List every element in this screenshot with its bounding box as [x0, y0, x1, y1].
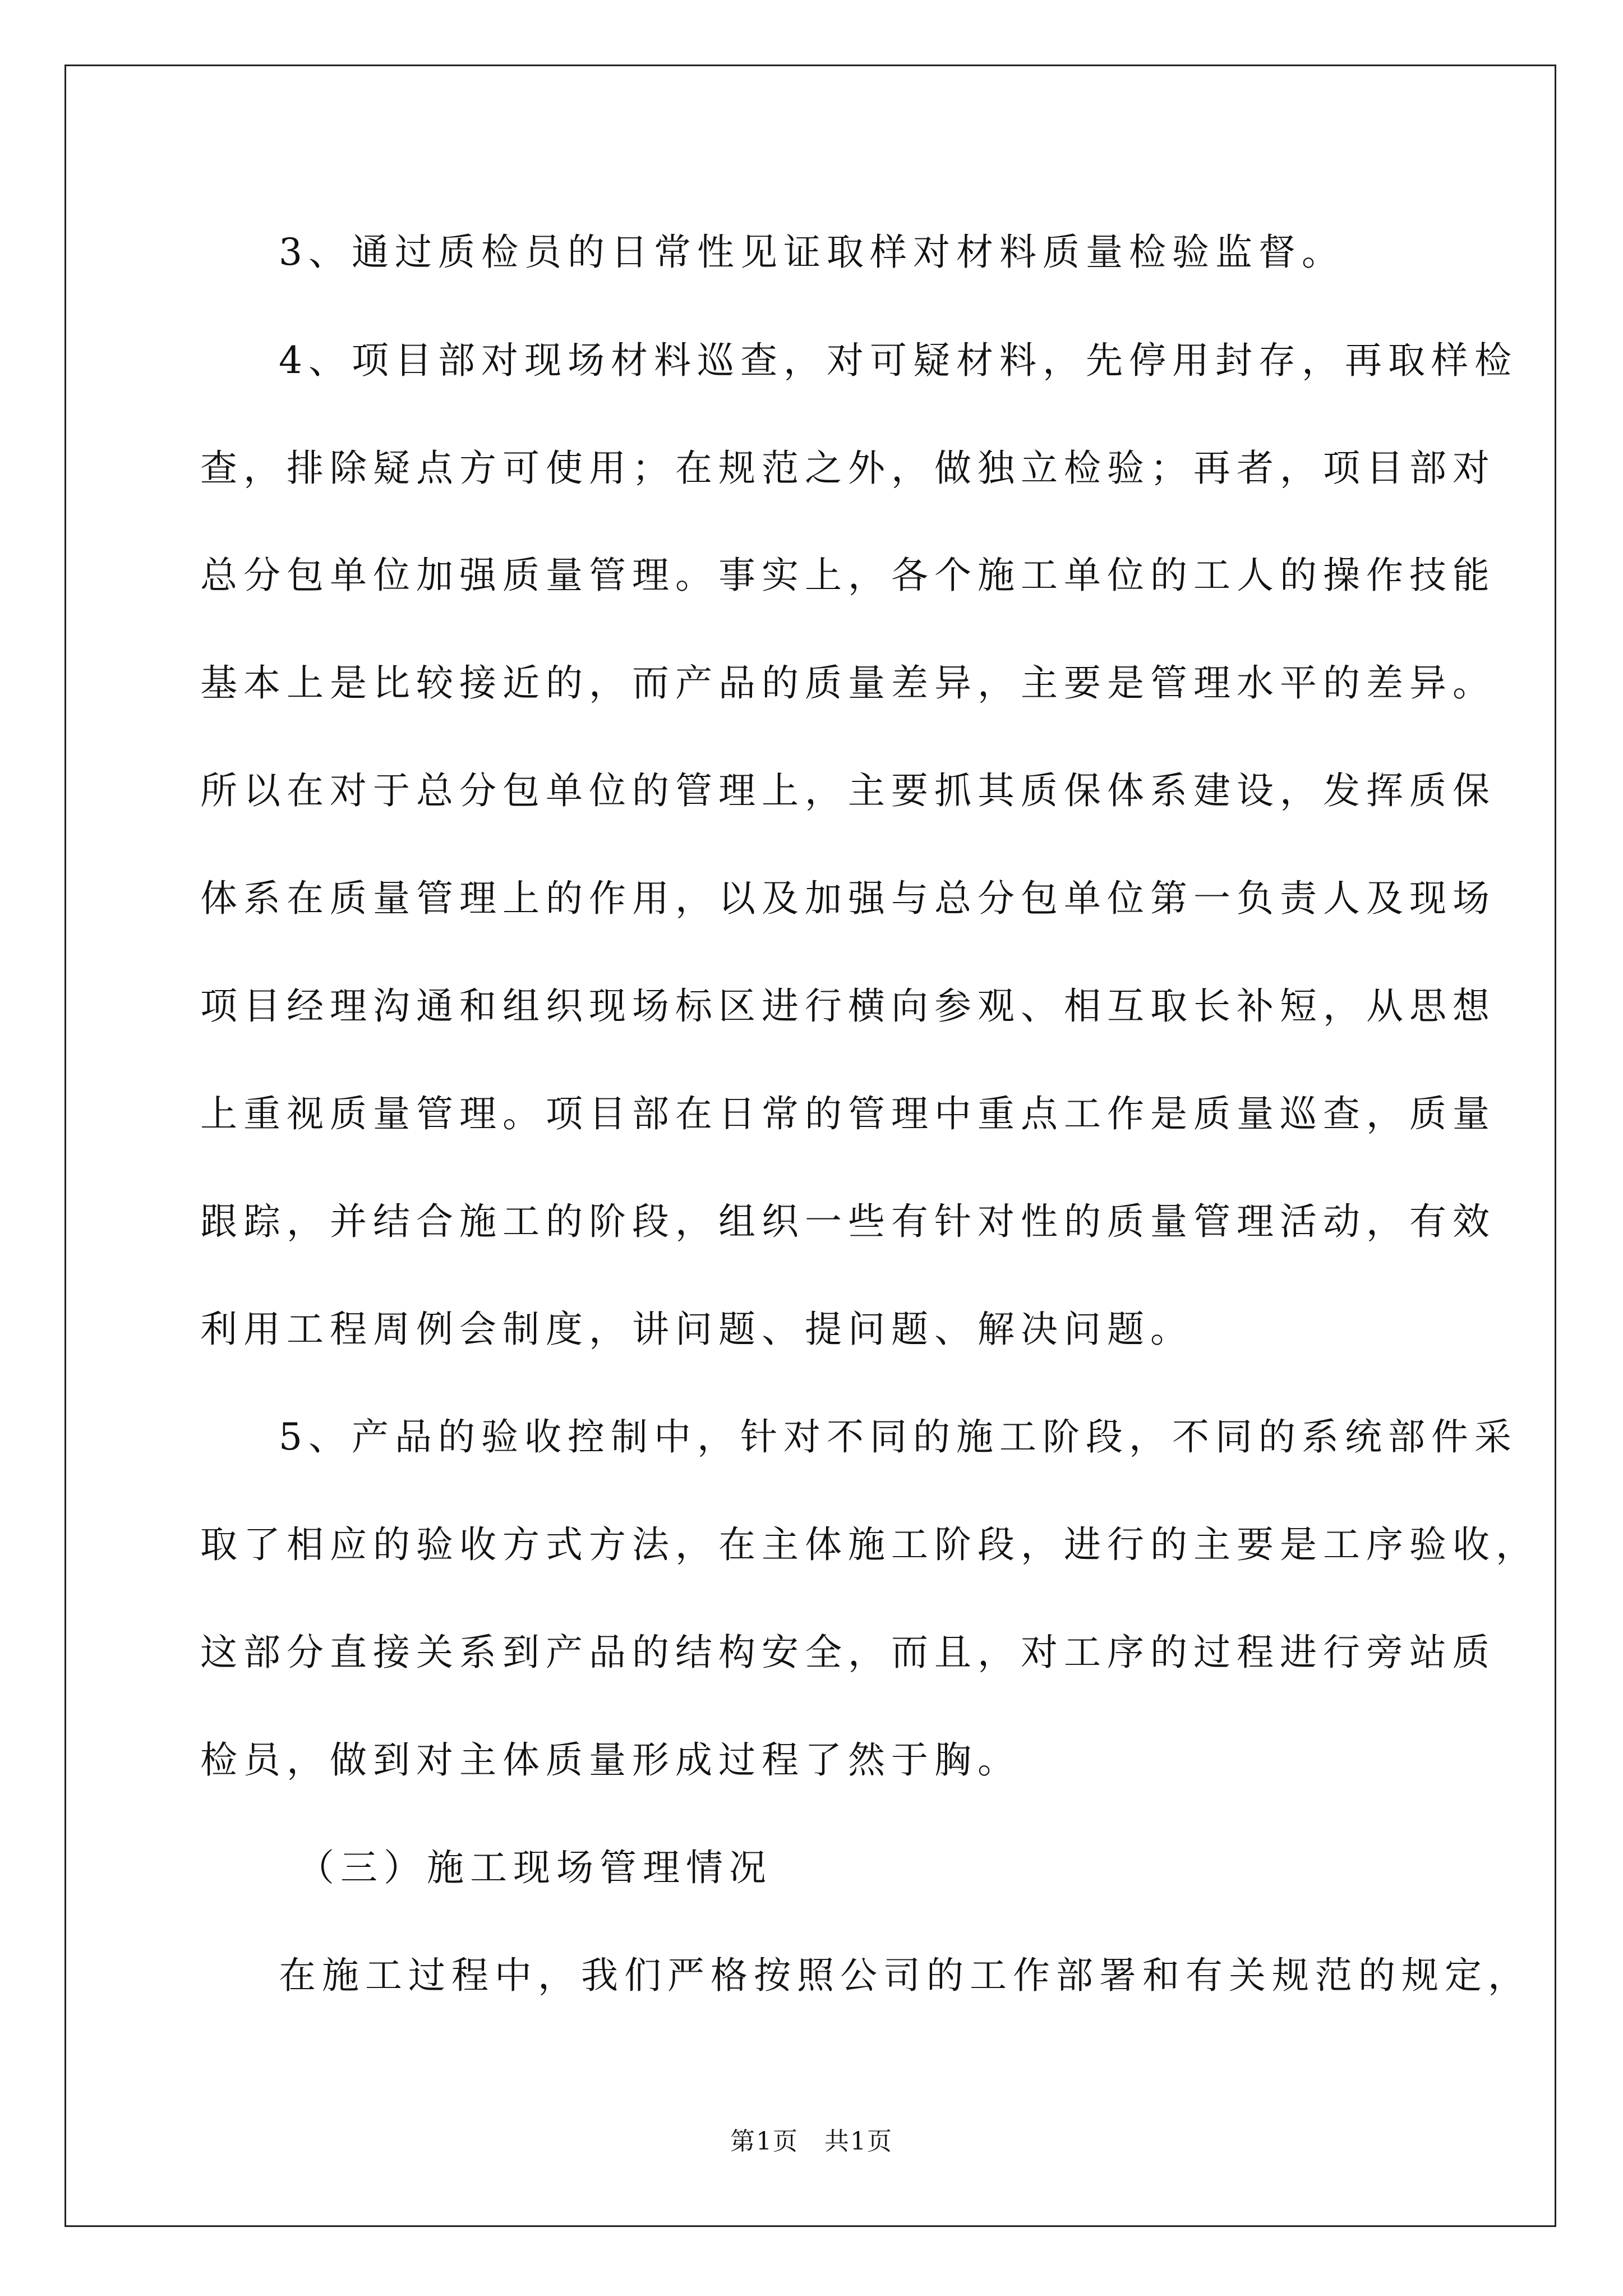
section-heading: （三）施工现场管理情况: [297, 1846, 772, 1889]
paragraph-line: 总分包单位加强质量管理。事实上，各个施工单位的工人的操作技能: [200, 554, 1496, 597]
paragraph-line: 跟踪，并结合施工的阶段，组织一些有针对性的质量管理活动，有效: [200, 1200, 1496, 1243]
paragraph-line: 利用工程周例会制度，讲问题、提问题、解决问题。: [200, 1308, 1193, 1351]
paragraph-line: 查，排除疑点方可使用；在规范之外，做独立检验；再者，项目部对: [200, 447, 1496, 490]
paragraph-line: 检员，做到对主体质量形成过程了然于胸。: [200, 1738, 1021, 1782]
page-footer: 第1页 共1页: [730, 2127, 893, 2156]
paragraph-line: 3、通过质检员的日常性见证取样对材料质量检验监督。: [279, 231, 1345, 274]
paragraph-line: 体系在质量管理上的作用，以及加强与总分包单位第一负责人及现场: [200, 877, 1496, 920]
paragraph-line: 上重视质量管理。项目部在日常的管理中重点工作是质量巡查，质量: [200, 1092, 1496, 1135]
paragraph-line: 在施工过程中，我们严格按照公司的工作部署和有关规范的规定，: [279, 1954, 1531, 1997]
paragraph-line: 5、产品的验收控制中，针对不同的施工阶段，不同的系统部件采: [279, 1415, 1518, 1458]
paragraph-line: 基本上是比较接近的，而产品的质量差异，主要是管理水平的差异。: [200, 661, 1496, 705]
page-border: [64, 65, 1556, 2227]
paragraph-line: 所以在对于总分包单位的管理上，主要抓其质保体系建设，发挥质保: [200, 769, 1496, 812]
paragraph-line: 取了相应的验收方式方法，在主体施工阶段，进行的主要是工序验收，: [200, 1523, 1539, 1566]
paragraph-line: 项目经理沟通和组织现场标区进行横向参观、相互取长补短，从思想: [200, 984, 1496, 1028]
paragraph-line: 4、项目部对现场材料巡查，对可疑材料，先停用封存，再取样检: [279, 339, 1518, 382]
paragraph-line: 这部分直接关系到产品的结构安全，而且，对工序的过程进行旁站质: [200, 1631, 1496, 1674]
